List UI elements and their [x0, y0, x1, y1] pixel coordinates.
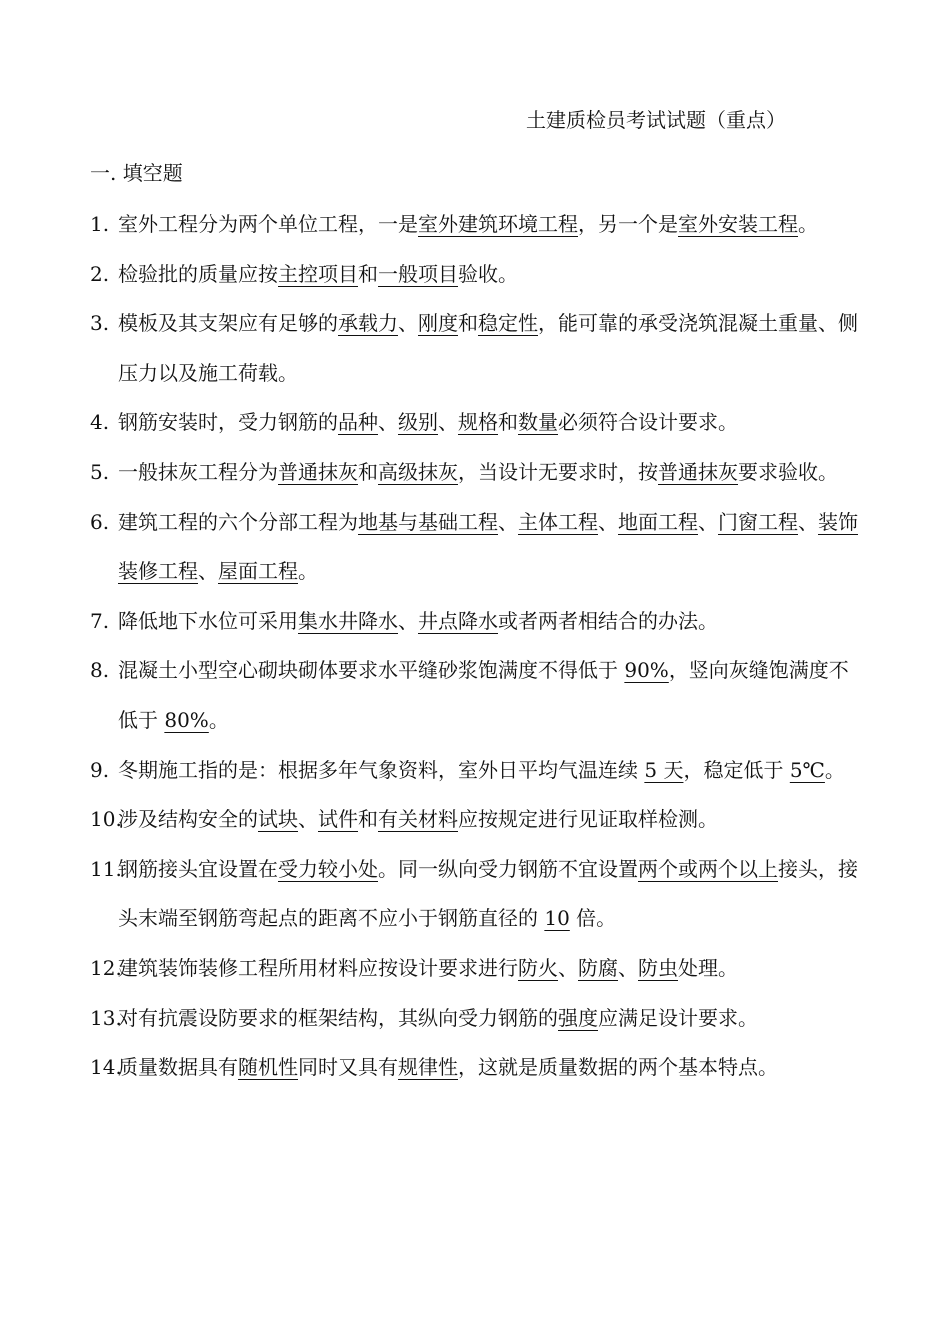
question-fragment: 应满足设计要求。: [598, 1005, 758, 1030]
question-text: [118, 1043, 862, 1093]
question-fragment: 验收。: [458, 261, 518, 286]
answer-blank: 受力较小处: [278, 856, 378, 881]
question-fragment: 钢筋安装时，受力钢筋的: [118, 410, 338, 435]
question-number: 5.: [90, 459, 110, 484]
answer-blank: 室外建筑环境工程: [418, 212, 578, 236]
answer-blank: 承载力: [338, 311, 398, 336]
question-fragment: 、: [618, 955, 638, 980]
question-fragment: 和: [358, 807, 378, 832]
question-fragment: 、: [558, 955, 578, 980]
question-fragment: 或者两者相结合的办法。: [498, 608, 718, 633]
question-text: [118, 795, 862, 845]
question-item: [90, 250, 862, 300]
answer-blank: 数量: [518, 410, 558, 435]
answer-blank: 品种: [338, 410, 378, 435]
answer-blank: 普通抹灰: [278, 459, 358, 484]
question-number: 9.: [90, 757, 110, 782]
question-fragment: ，稳定低于: [683, 757, 790, 782]
question-item: [90, 498, 862, 597]
question-text: [118, 448, 862, 498]
question-fragment: 室外工程分为两个单位工程，一是: [118, 212, 418, 236]
question-fragment: 质量数据具有: [118, 1055, 238, 1080]
question-fragment: ，这就是质量数据的两个基本特点。: [458, 1055, 778, 1080]
question-fragment: 。: [798, 212, 818, 236]
question-text: [118, 299, 862, 398]
answer-blank: 防虫: [638, 955, 678, 980]
answer-blank: 两个或两个以上: [638, 856, 778, 881]
question-fragment: 钢筋接头宜设置在: [118, 856, 278, 881]
question-fragment: ，竖向灰缝饱满度不低于: [118, 658, 849, 732]
answer-blank: 级别: [398, 410, 438, 435]
answer-blank: 随机性: [238, 1055, 298, 1080]
question-item: [90, 597, 862, 647]
answer-blank: 井点降水: [418, 608, 498, 633]
question-fragment: ，当设计无要求时，按: [458, 459, 658, 484]
question-number: 11.: [90, 856, 122, 881]
question-number: 13.: [90, 1005, 122, 1030]
answer-blank: 规格: [458, 410, 498, 435]
question-fragment: 、: [198, 559, 218, 584]
answer-blank: 刚度: [418, 311, 458, 336]
question-fragment: 检验批的质量应按: [118, 261, 278, 286]
answer-blank: 5 天: [644, 757, 684, 782]
answer-blank: 有关材料: [378, 807, 458, 832]
answer-blank: 10: [544, 906, 570, 931]
question-fragment: 处理。: [678, 955, 738, 980]
question-fragment: 降低地下水位可采用: [118, 608, 298, 633]
answer-blank: 一般项目: [378, 261, 458, 286]
question-fragment: 混凝土小型空心砌块砌体要求水平缝砂浆饱满度不得低于: [118, 658, 625, 683]
question-fragment: ，能可靠的承受浇筑混凝土重量、侧压力以及施工荷载。: [118, 311, 858, 385]
question-item: [90, 200, 862, 250]
question-fragment: ，另一个是: [578, 212, 678, 236]
question-fragment: 和: [358, 459, 378, 484]
answer-blank: 稳定性: [478, 311, 538, 336]
section-heading: 一. 填空题: [90, 161, 183, 185]
question-text: [118, 944, 862, 994]
question-list: [90, 200, 862, 1093]
question-fragment: 和: [458, 311, 478, 336]
question-fragment: 。同一纵向受力钢筋不宜设置: [378, 856, 638, 881]
answer-blank: 90%: [624, 658, 669, 683]
question-number: 10.: [90, 807, 122, 832]
question-text: [118, 597, 862, 647]
question-number: 12.: [90, 955, 122, 980]
answer-blank: 普通抹灰: [658, 459, 738, 484]
question-item: [90, 746, 862, 796]
answer-blank: 规律性: [398, 1055, 458, 1080]
question-text: [118, 845, 862, 944]
question-number: 7.: [90, 608, 110, 633]
question-number: 1.: [90, 212, 110, 236]
question-fragment: 应按规定进行见证取样检测。: [458, 807, 718, 832]
question-fragment: 、: [438, 410, 458, 435]
answer-blank: 屋面工程: [218, 559, 298, 584]
question-number: 3.: [90, 311, 110, 336]
question-item: [90, 398, 862, 448]
question-fragment: 冬期施工指的是：根据多年气象资料，室外日平均气温连续: [118, 757, 645, 782]
question-item: [90, 299, 862, 398]
answer-blank: 试块: [258, 807, 298, 832]
question-fragment: 、: [378, 410, 398, 435]
answer-blank: 门窗工程: [718, 509, 798, 534]
question-number: 4.: [90, 410, 110, 435]
question-item: [90, 795, 862, 845]
question-item: [90, 646, 862, 745]
question-fragment: 和: [498, 410, 518, 435]
answer-blank: 主控项目: [278, 261, 358, 286]
answer-blank: 防火: [518, 955, 558, 980]
question-fragment: 、: [598, 509, 618, 534]
question-text: [118, 646, 862, 745]
answer-blank: 试件: [318, 807, 358, 832]
question-fragment: 模板及其支架应有足够的: [118, 311, 338, 336]
answer-blank: 强度: [558, 1005, 598, 1030]
question-number: 14.: [90, 1055, 122, 1080]
question-item: [90, 448, 862, 498]
question-item: [90, 845, 862, 944]
question-fragment: 、: [398, 608, 418, 633]
question-fragment: 建筑工程的六个分部工程为: [118, 509, 358, 534]
answer-blank: 80%: [164, 707, 209, 732]
answer-blank: 地基与基础工程: [358, 509, 498, 534]
question-text: [118, 746, 862, 796]
question-fragment: 对有抗震设防要求的框架结构，其纵向受力钢筋的: [118, 1005, 558, 1030]
answer-blank: 高级抹灰: [378, 459, 458, 484]
question-fragment: 。: [824, 757, 845, 782]
question-number: 8.: [90, 658, 110, 683]
question-fragment: 、: [498, 509, 518, 534]
question-fragment: 和: [358, 261, 378, 286]
question-text: [118, 498, 862, 597]
question-fragment: 必须符合设计要求。: [558, 410, 738, 435]
question-text: [118, 994, 862, 1044]
question-text: [118, 398, 862, 448]
answer-blank: 5℃: [789, 757, 825, 782]
question-fragment: 要求验收。: [738, 459, 838, 484]
question-item: [90, 1043, 862, 1093]
document-title: 土建质检员考试试题（重点）: [526, 108, 786, 132]
question-fragment: 、: [298, 807, 318, 832]
question-fragment: 同时又具有: [298, 1055, 398, 1080]
question-number: 2.: [90, 261, 110, 286]
answer-blank: 防腐: [578, 955, 618, 980]
question-fragment: 接头，接头末端至钢筋弯起点的距离不应小于钢筋直径的: [118, 856, 858, 931]
answer-blank: 集水井降水: [298, 608, 398, 633]
answer-blank: 室外安装工程: [678, 212, 798, 236]
question-fragment: 建筑装饰装修工程所用材料应按设计要求进行: [118, 955, 518, 980]
question-number: 6.: [90, 509, 110, 534]
question-item: [90, 944, 862, 994]
question-text: [118, 250, 862, 300]
question-fragment: 。: [298, 559, 318, 584]
question-fragment: 、: [398, 311, 418, 336]
answer-blank: 主体工程: [518, 509, 598, 534]
answer-blank: 装饰装修工程: [118, 509, 858, 584]
question-fragment: 倍。: [569, 906, 617, 931]
question-fragment: 涉及结构安全的: [118, 807, 258, 832]
question-fragment: 一般抹灰工程分为: [118, 459, 278, 484]
question-fragment: 。: [208, 707, 229, 732]
question-item: [90, 994, 862, 1044]
question-fragment: 、: [698, 509, 718, 534]
answer-blank: 地面工程: [618, 509, 698, 534]
question-text: [118, 200, 862, 250]
question-fragment: 、: [798, 509, 818, 534]
